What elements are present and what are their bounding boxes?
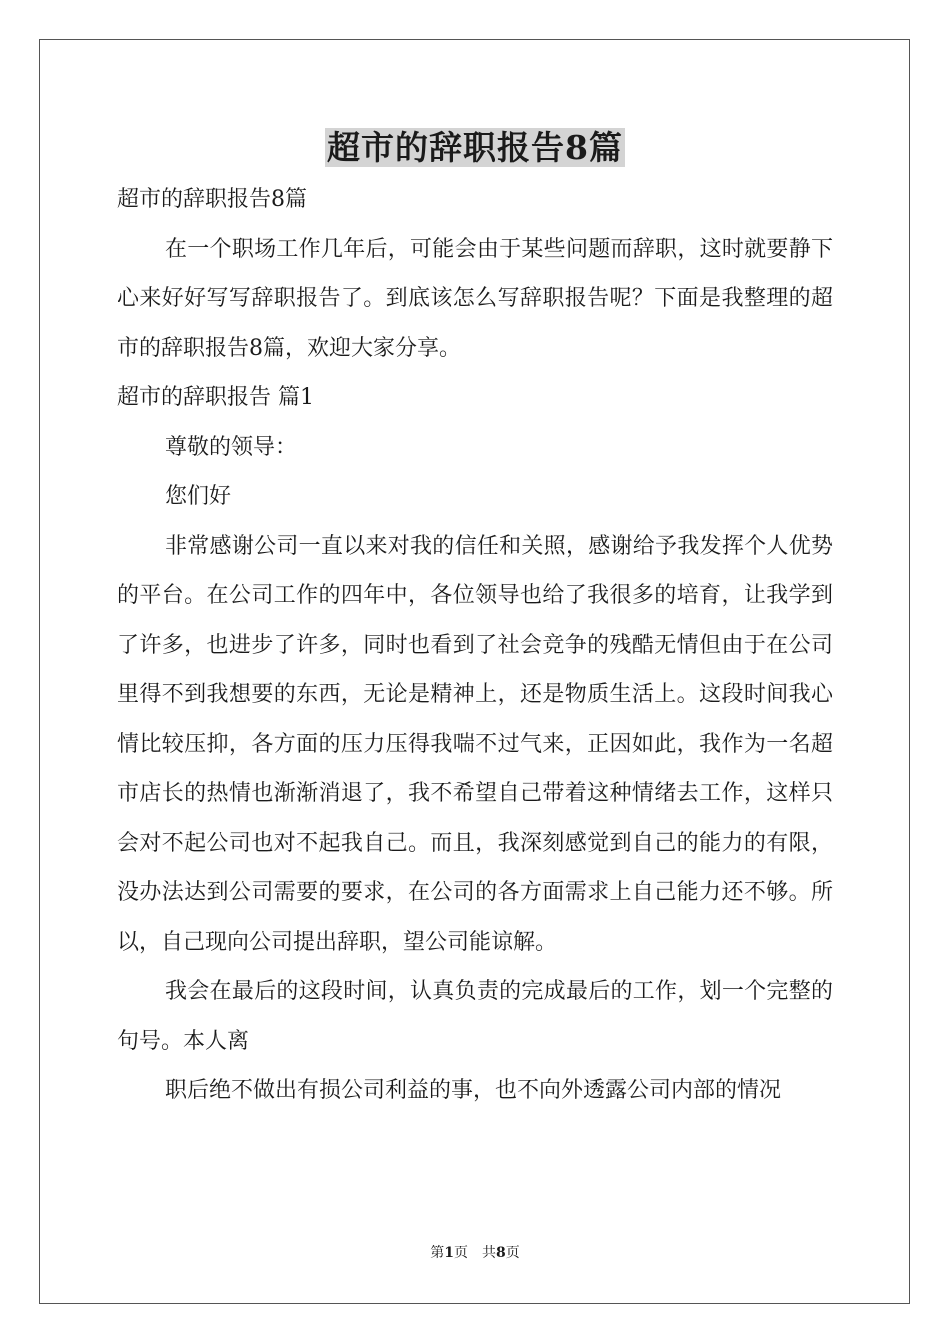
section-heading: 超市的辞职报告 篇1 [117, 385, 314, 410]
document-body [117, 175, 833, 1116]
page-prefix: 第 [430, 1245, 445, 1261]
body-paragraph-3: 职后绝不做出有损公司利益的事，也不向外透露公司内部的情况 [165, 1078, 782, 1103]
body-paragraph-1: 非常感谢公司一直以来对我的信任和关照，感谢给予我发挥个人优势的平台。在公司工作的四年中，各位领导也给了我很多的培育，让我学到了许多，也进步了许多，同时也看到了社会竞争的残酷无情但由于在公司里得不到我想要的东西，无论是精神上，还是物质生活上。这段时间我心情比较压抑，各方面的压力压得我喘不过气来，正因如此，我作为一名超市店长的热情也渐渐消退了，我不希望自己带着这种情绪去工作，这样只会对不起公司也对不起我自己。而且，我深刻感觉到自己的能力的有限，没办法达到公司需要的要求，在公司的各方面需求上自己能力还不够。所以，自己现向公司提出辞职，望公司能谅解。 [117, 533, 833, 955]
page-suffix: 页 [505, 1245, 520, 1261]
document-subtitle: 超市的辞职报告8篇 [117, 187, 307, 212]
letter-greeting: 尊敬的领导： [165, 434, 298, 460]
page-total: 8 [496, 1245, 506, 1261]
document-title [0, 123, 950, 173]
document-title-text: 超市的辞职报告8篇 [327, 128, 623, 167]
page-footer [0, 1243, 950, 1263]
intro-paragraph: 在一个职场工作几年后，可能会由于某些问题而辞职，这时就要静下心来好好写写辞职报告了。到底该怎么写辞职报告呢？下面是我整理的超市的辞职报告8篇，欢迎大家分享。 [117, 236, 833, 361]
page-current: 1 [444, 1245, 454, 1261]
page-mid: 页 共 [454, 1245, 496, 1261]
letter-salutation: 您们好 [165, 484, 232, 509]
body-paragraph-2: 我会在最后的这段时间，认真负责的完成最后的工作，划一个完整的句号。本人离 [117, 979, 833, 1054]
